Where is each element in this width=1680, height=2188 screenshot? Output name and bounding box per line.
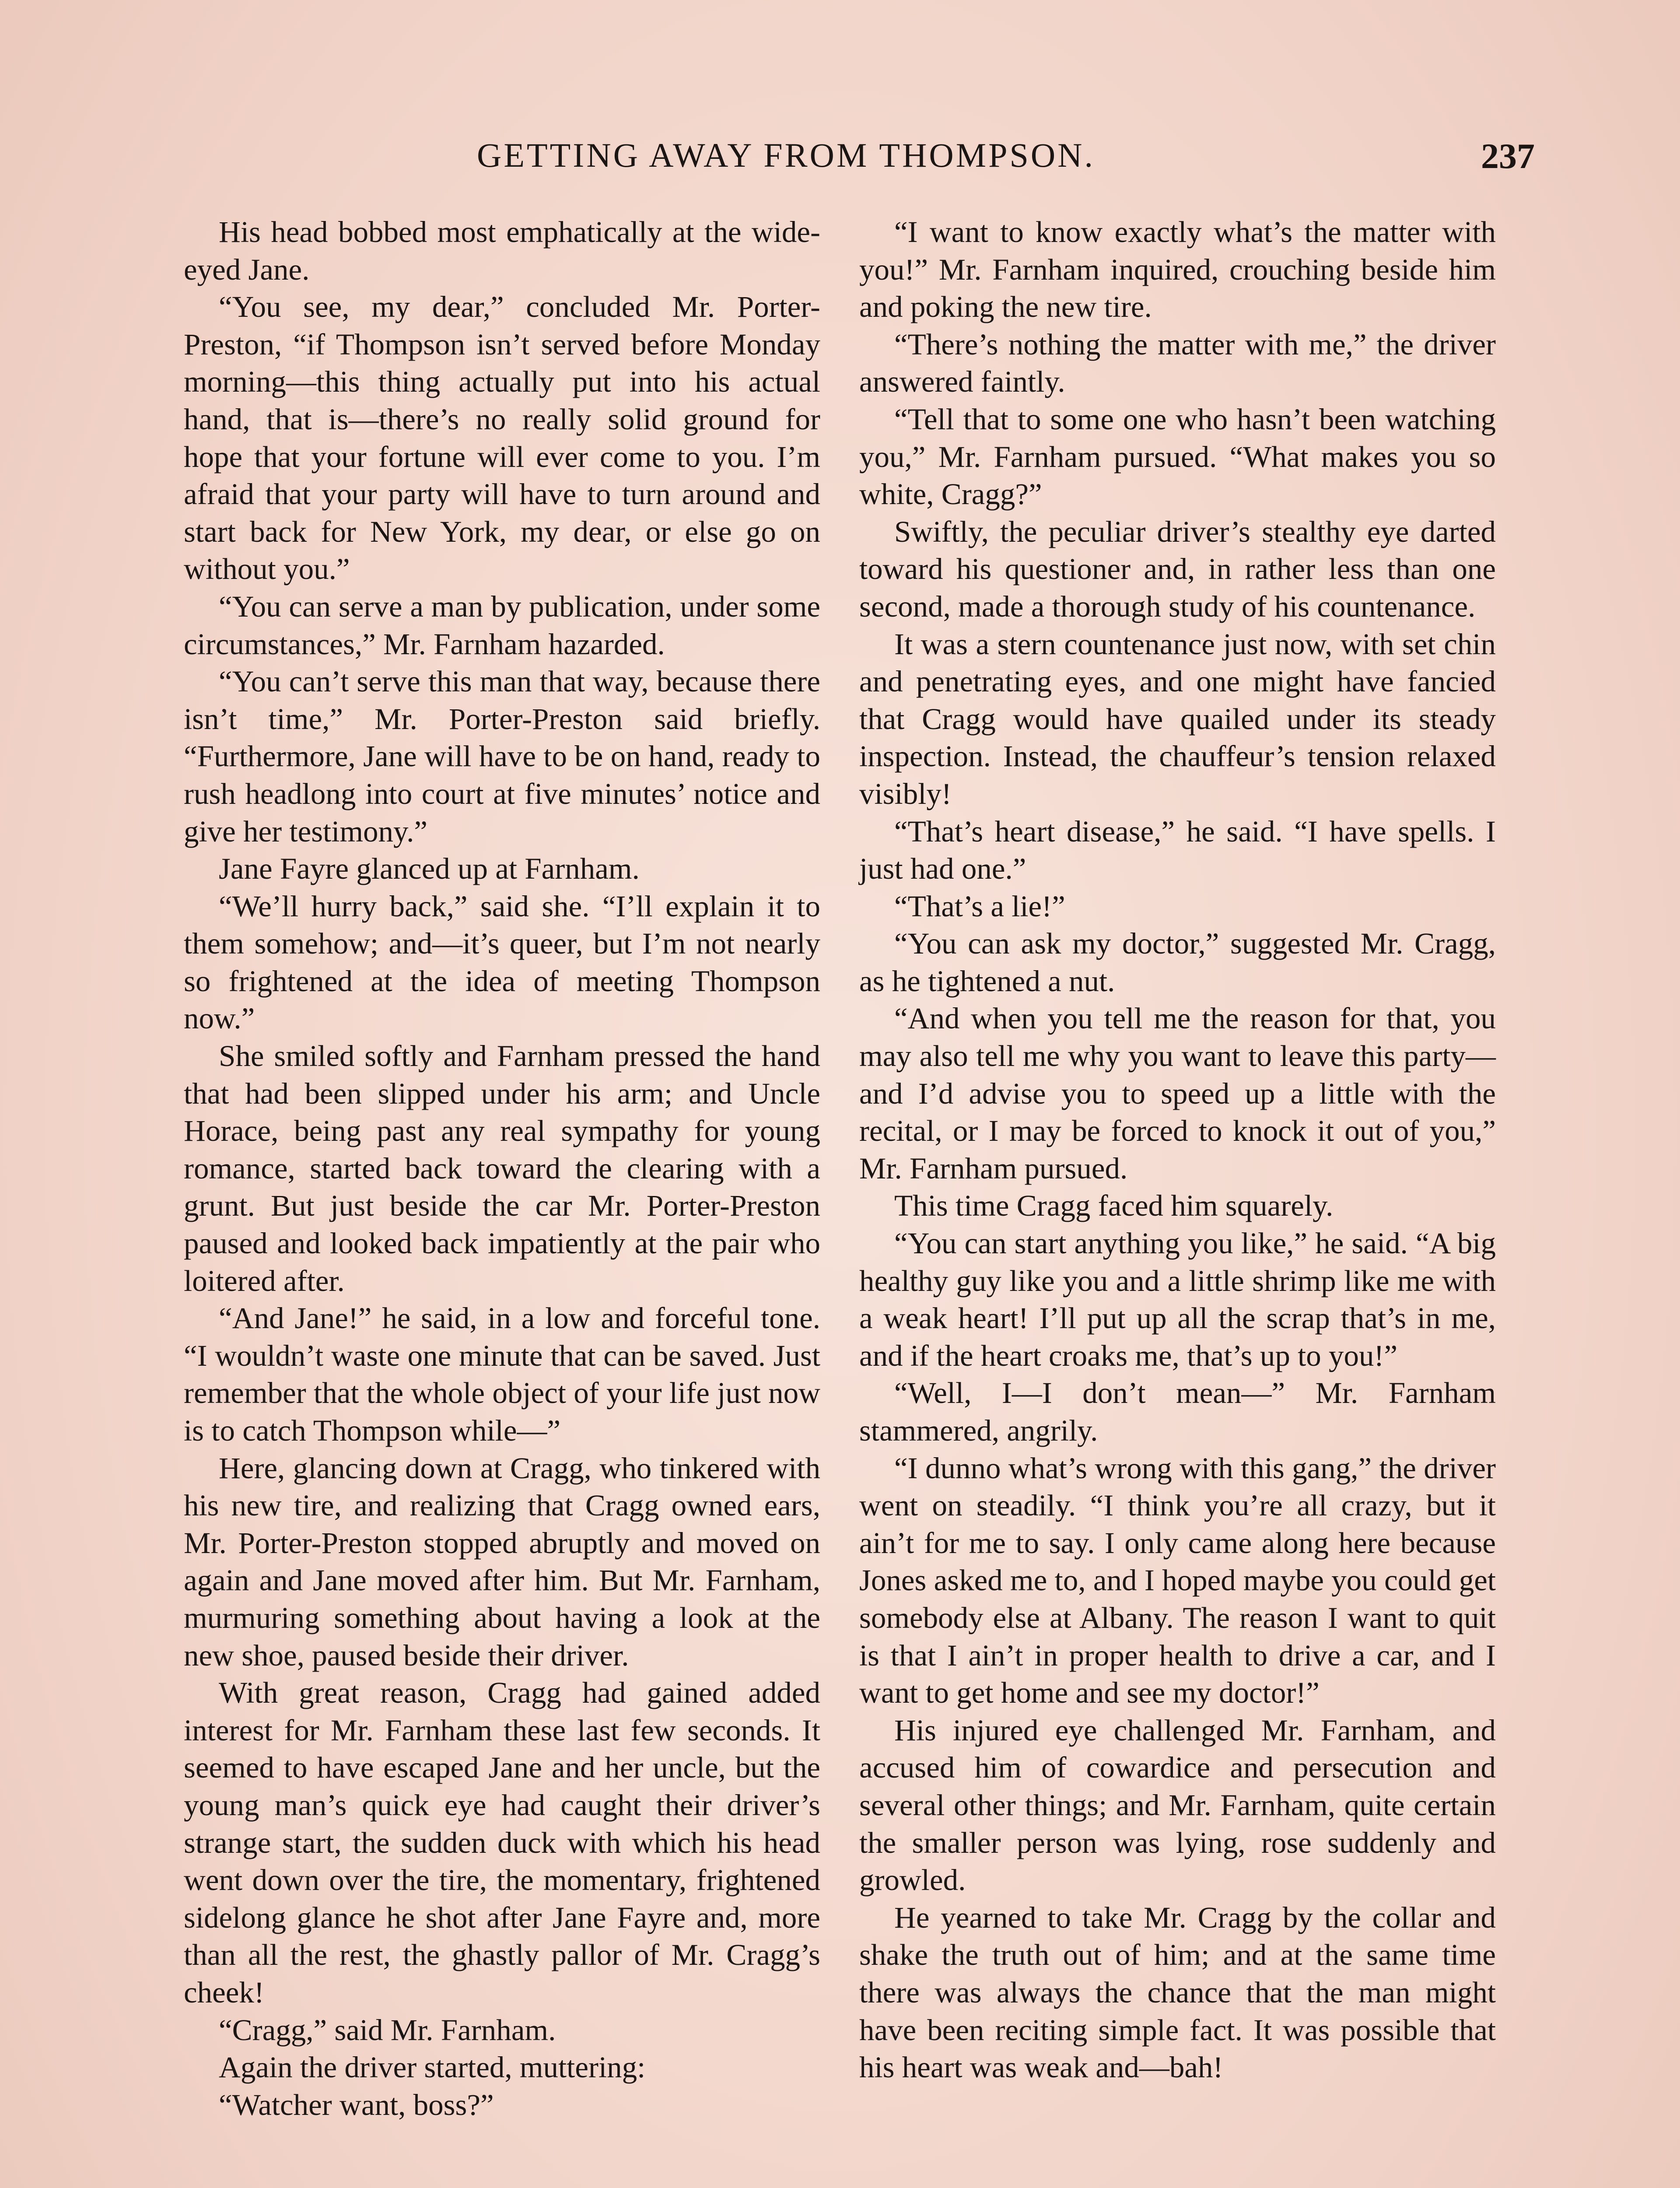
paragraph: “There’s nothing the matter with me,” the driver answered faintly. bbox=[859, 327, 1496, 399]
paragraph: “That’s a lie!” bbox=[894, 889, 1065, 923]
paragraph: “I dunno what’s wrong with this gang,” the driver went on steadily. “I think you’re all crazy, but it ain’t for me to say. I only came along here because Jones asked me to, and I hoped maybe you could get somebody else at Albany. The reason I want to quit is that I ain’t in proper health to drive a car, and I want to get home and see my doctor!” bbox=[859, 1451, 1496, 1710]
paragraph: “Watcher want, boss?” bbox=[219, 2088, 494, 2121]
paragraph: She smiled softly and Farnham pressed the hand that had been slipped under his arm; and Uncle Horace, being past any real sympathy for young romance, started back toward the clearing with a grunt. But just beside the car Mr. Porter-Preston paused and looked back impatiently at the pair who loitered after. bbox=[184, 1039, 820, 1297]
paragraph: “We’ll hurry back,” said she. “I’ll explain it to them somehow; and—it’s queer, but I’m not nearly so frightened at the idea of meeting Thompson now.” bbox=[184, 889, 820, 1035]
paragraph: Again the driver started, muttering: bbox=[219, 2051, 646, 2084]
paragraph: He yearned to take Mr. Cragg by the collar and shake the truth out of him; and at the same time there was always the chance that the man might have been reciting simple fact. It was possible that his heart was weak and—bah! bbox=[859, 1900, 1496, 2084]
paragraph: “Cragg,” said Mr. Farnham. bbox=[219, 2013, 556, 2047]
paragraph: This time Cragg faced him squarely. bbox=[894, 1189, 1334, 1223]
paragraph: “I want to know exactly what’s the matter with you!” Mr. Farnham inquired, crouching beside him and poking the new tire. bbox=[859, 215, 1496, 324]
paragraph: “You can serve a man by publication, under some circumstances,” Mr. Farnham hazarded. bbox=[184, 589, 820, 661]
paragraph: His injured eye challenged Mr. Farnham, and accused him of cowardice and persecution and several other things; and Mr. Farnham, quite certain the smaller person was lying, rose suddenly and growled. bbox=[859, 1713, 1496, 1897]
right-column bbox=[859, 214, 1496, 2086]
paragraph: Swiftly, the peculiar driver’s stealthy eye darted toward his questioner and, in rather less than one second, made a thorough study of his countenance. bbox=[859, 515, 1496, 623]
paragraph: With great reason, Cragg had gained added interest for Mr. Farnham these last few seconds. It seemed to have escaped Jane and her uncle, but the young man’s quick eye had caught their driver’s strange start, the sudden duck with which his head went down over the tire, the momentary, frightened sidelong glance he shot after Jane Fayre and, more than all the rest, the ghastly pallor of Mr. Cragg’s cheek! bbox=[184, 1676, 820, 2009]
paragraph: His head bobbed most emphatically at the wide-eyed Jane. bbox=[184, 215, 820, 286]
paragraph: “You can’t serve this man that way, because there isn’t time,” Mr. Porter-Preston said briefly. “Furthermore, Jane will have to be on hand, ready to rush headlong into court at five minutes’ notice and give her testimony.” bbox=[184, 665, 820, 848]
paragraph: “That’s heart disease,” he said. “I have spells. I just had one.” bbox=[859, 814, 1496, 886]
left-column bbox=[184, 214, 820, 2124]
paragraph: Jane Fayre glanced up at Farnham. bbox=[219, 852, 640, 886]
running-head: GETTING AWAY FROM THOMPSON. bbox=[477, 136, 1096, 174]
paragraph: “You can start anything you like,” he said. “A big healthy guy like you and a little shrimp like me with a weak heart! I’ll put up all the scrap that’s in me, and if the heart croaks me, that’s up to you!” bbox=[859, 1227, 1496, 1372]
paragraph: “You see, my dear,” concluded Mr. Porter-Preston, “if Thompson isn’t served before Monday morning—this thing actually put into his actual hand, that is—there’s no really solid ground for hope that your fortune will ever come to you. I’m afraid that your party will have to turn around and start back for New York, my dear, or else go on without you.” bbox=[184, 290, 820, 586]
paragraph: “Well, I—I don’t mean—” Mr. Farnham stammered, angrily. bbox=[859, 1376, 1496, 1447]
paragraph: “You can ask my doctor,” suggested Mr. Cragg, as he tightened a nut. bbox=[859, 927, 1496, 998]
page-number: 237 bbox=[1481, 136, 1535, 176]
paragraph: Here, glancing down at Cragg, who tinkered with his new tire, and realizing that Cragg owned ears, Mr. Porter-Preston stopped abruptly and moved on again and Jane moved after him. But Mr. Farnham, murmuring something about having a look at the new shoe, paused beside their driver. bbox=[184, 1451, 820, 1672]
paragraph: “And Jane!” he said, in a low and forceful tone. “I wouldn’t waste one minute that can be saved. Just remember that the whole object of your life just now is to catch Thompson while—” bbox=[184, 1301, 820, 1447]
paragraph: “Tell that to some one who hasn’t been watching you,” Mr. Farnham pursued. “What makes you so white, Cragg?” bbox=[859, 402, 1496, 511]
page-header bbox=[0, 131, 1680, 179]
paragraph: It was a stern countenance just now, with set chin and penetrating eyes, and one might have fancied that Cragg would have quailed under its steady inspection. Instead, the chauffeur’s tension relaxed visibly! bbox=[859, 627, 1496, 810]
paragraph: “And when you tell me the reason for that, you may also tell me why you want to leave this party—and I’d advise you to speed up a little with the recital, or I may be forced to knock it out of you,” Mr. Farnham pursued. bbox=[859, 1002, 1496, 1185]
